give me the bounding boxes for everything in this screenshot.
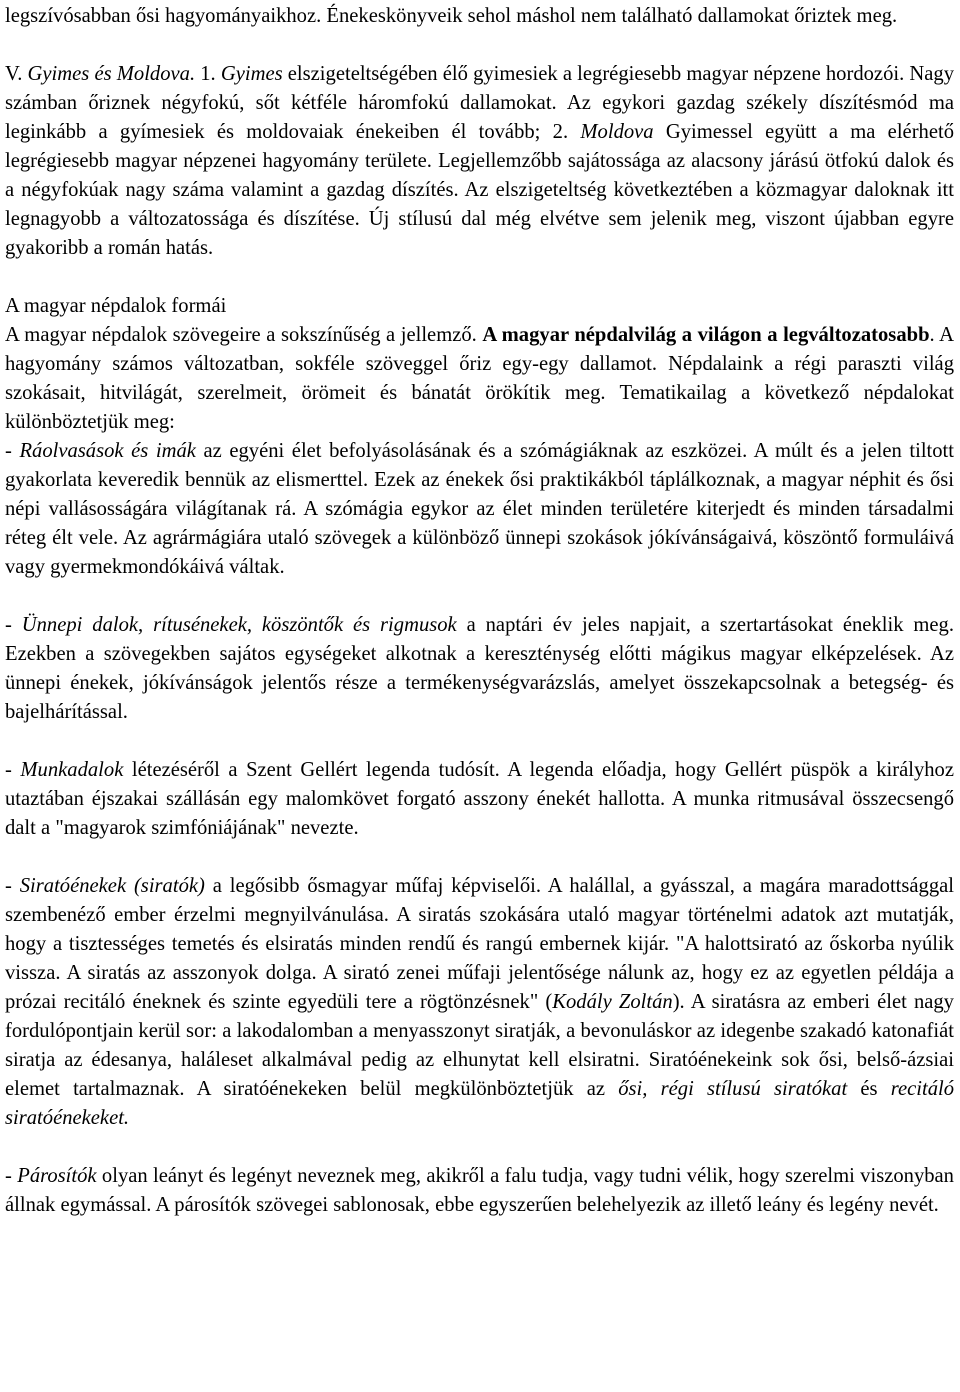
list-dash: - <box>5 440 20 462</box>
term-recitalo-siratoenekek: recitáló siratóénekeket. <box>5 1078 955 1129</box>
paragraph-text: Gyimessel együtt a ma elérhető legrégiesebb magyar népzenei hagyomány területe. Legjellemzőbb sajátossága az alacsony járású ötfokú dalok és a négyfokúak nagy száma valamint a gazdag díszítés. Az elszigeteltség következtében a közmagyar daloknak itt legnagyobb a változatossága és díszítése. Új stílusú dal még elvétve sem jelenik meg, viszont újabban egyre gyakoribb a román hatás. <box>5 121 955 259</box>
list-item-parositok <box>5 1162 954 1220</box>
list-item-unnepi-dalok <box>5 611 954 727</box>
subsection-number: 1. <box>195 63 221 85</box>
term-raolvasasok: Ráolvasások és imák <box>19 440 196 462</box>
term-moldova: Moldova <box>580 121 654 143</box>
list-dash: - <box>5 614 22 636</box>
author-name: Kodály Zoltán <box>552 991 673 1013</box>
list-item-raolvasasok <box>5 437 954 582</box>
section-heading-text: A magyar népdalok formái <box>5 295 227 317</box>
list-item-munkadalok <box>5 756 954 843</box>
term-unnepi-dalok: Ünnepi dalok, rítusénekek, köszöntők és rigmusok <box>21 614 457 636</box>
term-osi-siratok: ősi, régi stílusú siratókat <box>618 1078 848 1100</box>
list-item-text: és <box>847 1078 891 1100</box>
paragraph-gyimes-moldova <box>5 60 954 263</box>
bold-statement: A magyar népdalvilág a világon a legváltozatosabb <box>482 324 930 346</box>
paragraph-text: elszigeteltségében élő gyimesiek a legrégiesebb magyar népzene hordozói. Nagy számban őriznek négyfokú, sőt kétféle háromfokú dallamokat. Az egykori gazdag székely díszítésmód ma leginkább a gyímesiek és moldovaiak énekeiben él tovább; 2. <box>5 63 954 143</box>
section-heading <box>5 292 954 321</box>
list-dash: - <box>5 759 21 781</box>
term-munkadalok: Munkadalok <box>20 759 124 781</box>
paragraph-text: A magyar népdalok szövegeire a sokszínűség a jellemző. <box>5 324 483 346</box>
list-dash: - <box>5 1165 18 1187</box>
section-formai <box>5 292 954 582</box>
term-parositok: Párosítók <box>17 1165 97 1187</box>
term-gyimes: Gyimes <box>220 63 283 85</box>
term-siratoenekek: Siratóénekek (siratók) <box>19 875 205 897</box>
document-page <box>5 2 954 1220</box>
paragraph-text: . A hagyomány számos változatban, sokféle szöveggel őriz egy-egy dallamot. Népdalaink a régi paraszti világ szokásait, hitvilágát, szerelmeit, örömeit és bánatát örökítik meg. Tematikailag a következő népdalokat különböztetjük meg: <box>5 324 954 433</box>
list-item-text: a naptári év jeles napjait, a szertartásokat éneklik meg. Ezekben a szövegekben sajátos egységeket alkotnak a kereszténység előtti mágikus magyar elképzelések. Az ünnepi énekek, jókívánságok jelentős része a termékenységvarázslás, amelyet összekapcsolnak a betegség- és bajelhárítással. <box>5 614 954 723</box>
list-item-text: létezéséről a Szent Gellért legenda tudósít. A legenda előadja, hogy Gellért püspök a királyhoz utaztában éjszakai szállásán egy malomkövet forgató asszony énekét hallotta. A munka ritmusával összecsengő dalt a "magyarok szimfóniájának" nevezte. <box>5 759 954 839</box>
paragraph-intro-text: legszívósabban ősi hagyományaikhoz. Énekeskönyveik sehol máshol nem található dallamokat őriztek meg. <box>5 5 898 27</box>
list-dash: - <box>5 875 20 897</box>
list-item-text: a legősibb ősmagyar műfaj képviselői. A halállal, a gyásszal, a magára maradottsággal szembenéző ember érzelmi megnyilvánulása. A siratás szokására utaló magyar történelmi adatok azt mutatják, hogy a tisztességes temetés és elsiratás minden rendű és rangú embernek kijár. "A halottsirató az őskorba nyúlik vissza. A siratás az asszonyok dolga. A sirató zenei műfaji jelentősége nálunk az, hogy ez az egyetlen példája a prózai recitáló éneknek és szinte egyedüli tere a rögtönzésnek" ( <box>5 875 954 1013</box>
list-item-siratoenekek <box>5 872 954 1133</box>
list-item-text: az egyéni élet befolyásolásának és a szómágiáknak az eszközei. A múlt és a jelen tiltott gyakorlata keveredik bennük az elismerttel. Ezek az énekek ősi praktikákból táplálkoznak, a magyar néphit és ősi népi vallásosságára világítanak rá. A szómágia egykor az élet minden területére kiterjedt és minden társadalmi réteg élt vele. Az agrármágiára utaló szövegek a különböző ünnepi szokások jókívánságaivá, köszöntő formuláivá vagy gyermekmondókáivá váltak. <box>5 440 955 578</box>
section-title-gyimes-moldova: Gyimes és Moldova. <box>27 63 196 85</box>
section-number: V. <box>5 63 28 85</box>
list-item-text: olyan leányt és legényt neveznek meg, akikről a falu tudja, vagy tudni vélik, hogy szerelmi viszonyban állnak egymással. A párosítók szövegei sablonosak, ebbe egyszerűen belehelyezik az illető leány és legény nevét. <box>5 1165 954 1216</box>
paragraph-intro <box>5 2 954 31</box>
paragraph-formai <box>5 321 954 437</box>
list-item-text: ). A siratásra az emberi élet nagy fordulópontjain kerül sor: a lakodalomban a menyasszonyt siratják, a bevonuláskor az idegenbe szakadó katonafiát siratja az édesanya, haláleset alkalmával pedig az elhunytat kell elsiratni. Siratóénekeink sok ősi, belső-ázsiai elemet tartalmaznak. A siratóénekeken belül megkülönböztetjük az <box>5 991 954 1100</box>
